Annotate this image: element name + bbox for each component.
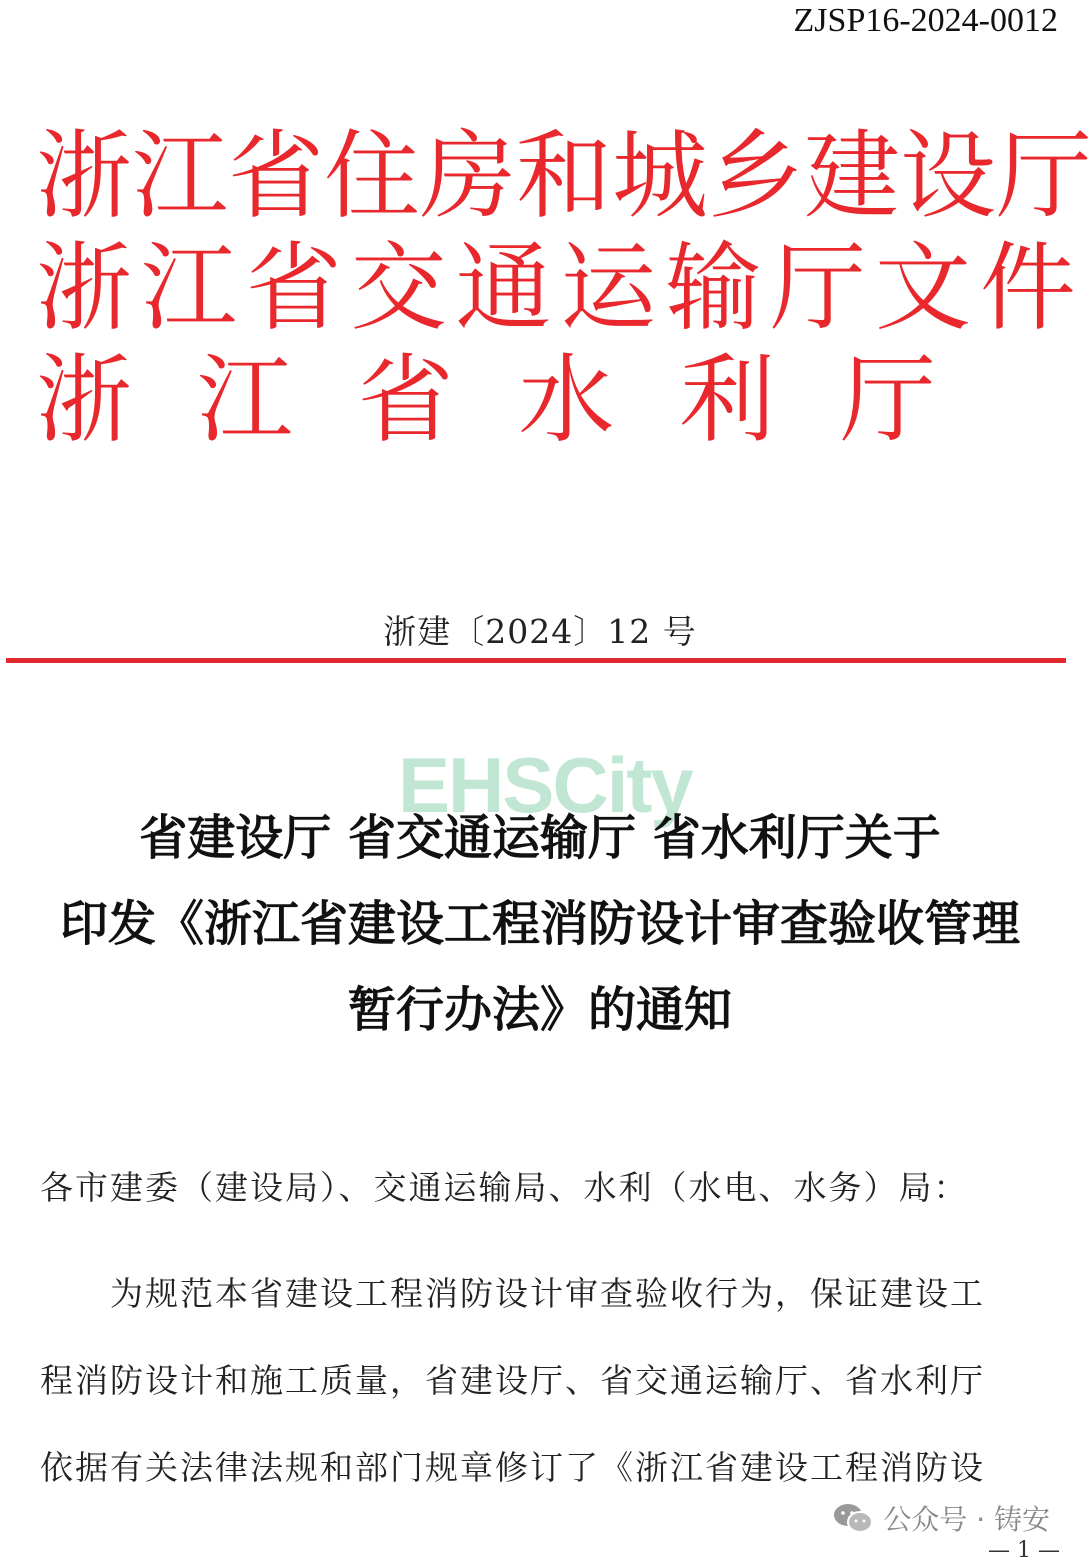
document-number: 浙建〔2024〕12 号 xyxy=(383,612,697,651)
heading-char: 通 xyxy=(455,232,552,344)
paragraph-line-3: 依据有关法律法规和部门规章修订了《浙江省建设工程消防设 xyxy=(40,1448,985,1487)
heading-char: 件 xyxy=(979,232,1076,344)
title-line-3: 暂行办法》的通知 xyxy=(347,982,732,1038)
page-number: — 1 — xyxy=(988,1538,1060,1563)
watermark: EHSCity xyxy=(398,741,692,829)
heading-char: 浙 xyxy=(36,232,132,344)
paragraph-line-2: 程消防设计和施工质量，省建设厅、省交通运输厅、省水利厅 xyxy=(40,1361,985,1400)
title-line-2: 印发《浙江省建设工程消防设计审查验收管理 xyxy=(59,896,1020,952)
heading-char: 厅 xyxy=(839,344,936,456)
heading-char: 厅 xyxy=(770,232,867,344)
heading-line-3 xyxy=(36,344,936,456)
heading-char: 城 xyxy=(612,120,708,232)
heading-line-1 xyxy=(36,120,1092,232)
red-divider xyxy=(6,658,1066,663)
footer-brand xyxy=(833,1498,1050,1538)
paragraph-line-1: 为规范本省建设工程消防设计审查验收行为，保证建设工 xyxy=(40,1274,985,1313)
heading-char: 省 xyxy=(245,232,342,344)
heading-char: 输 xyxy=(665,232,762,344)
title-line-1: 省建设厅 省交通运输厅 省水利厅关于 xyxy=(139,810,941,866)
wechat-icon xyxy=(833,1502,873,1534)
heading-char: 水 xyxy=(518,344,615,456)
heading-char: 乡 xyxy=(708,120,804,232)
heading-char: 和 xyxy=(516,120,612,232)
heading-char: 江 xyxy=(196,344,293,456)
issuing-authority-heading xyxy=(36,0,1092,456)
heading-char: 利 xyxy=(679,344,776,456)
heading-char: 浙 xyxy=(36,344,132,456)
heading-line-2 xyxy=(36,232,1076,344)
body-paragraph xyxy=(40,1250,1060,1511)
notice-title xyxy=(0,795,1080,1053)
heading-char: 江 xyxy=(140,232,237,344)
heading-char: 建 xyxy=(804,120,900,232)
document-code: ZJSP16-2024-0012 xyxy=(793,2,1058,39)
heading-char: 运 xyxy=(560,232,657,344)
heading-char: 江 xyxy=(132,120,228,232)
salutation: 各市建委（建设局）、交通运输局、水利（水电、水务）局： xyxy=(40,1168,969,1207)
heading-char: 交 xyxy=(350,232,447,344)
heading-char: 设 xyxy=(900,120,996,232)
heading-char: 文 xyxy=(875,232,971,344)
heading-char: 房 xyxy=(420,120,516,232)
heading-char: 浙 xyxy=(36,120,132,232)
heading-char: 厅 xyxy=(996,120,1092,232)
heading-char: 省 xyxy=(228,120,324,232)
heading-char: 省 xyxy=(357,344,454,456)
footer-brand-text: 公众号 · 铸安 xyxy=(883,1503,1050,1536)
heading-char: 住 xyxy=(324,120,420,232)
